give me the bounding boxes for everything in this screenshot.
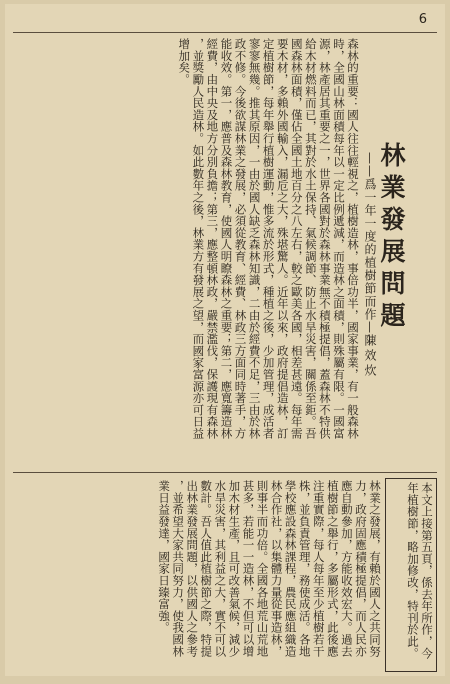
middle-rule [13,472,437,473]
page-number: 6 [418,12,427,27]
lower-text-column: 數計。吾人值此植樹節之際，特提 [199,480,214,657]
lower-text-column: 應自動參加，方能收效宏大。過去 [339,480,354,657]
upper-text-column: 能收效。第一，應普及森林教育，使國人明瞭森林之重要；第二，應寬籌造林 [219,38,234,440]
upper-text-column: ，並獎勵人民造林。如此數年之後，林業方有發展之望，而國家富源亦可日益 [191,38,206,440]
upper-text-column: 定植樹節，每年舉行植樹運動，惟多流於形式，種植之後，少加管理，成活者 [261,38,276,440]
lower-text-column: 加木材生產，且可改善氣候，減少 [227,480,242,657]
upper-text-column: 寥寥無幾。推其原因，一由於國人缺乏森林知識，二由於經費不足，三由於林 [247,38,262,440]
upper-text-column: 給木材燃料而已，其對於水土保持、氣候調節、防止水旱災害，關係至鉅。吾 [303,38,318,440]
upper-text-column: 政不修。今後欲謀林業之發展，必須從教育、經費、林政三方面同時著手，方 [233,38,248,440]
article-author: 陳效炊 [363,334,377,379]
upper-text-block [13,38,359,466]
article-title: 林業發展問題 [377,142,406,334]
lower-text-column: 出林業發展問題，以供國人之參考 [185,480,200,657]
boxed-text-column: 本文上接第五頁，係去年所作，今 [420,482,434,659]
top-rule [13,32,437,33]
upper-text-column: 增加矣。 [177,38,192,86]
lower-text-column: 林合作社，以集體力量從事造林， [269,480,284,657]
article-subtitle: ——爲一年一度的植樹節而作—— [363,152,377,347]
upper-text-column: 森林的重要：國人往往輕視之，植樹造林，事倍功半，國家事業，有一般森林 [346,38,360,440]
boxed-note-text [389,482,433,668]
upper-text-column: 經費，由中央及地方分別負擔；第三，應整頓林政，嚴禁濫伐，保護現有森林 [205,38,220,440]
lower-text-column: 學校應設森林課程，農民應組織造 [283,480,298,657]
lower-text-column: 力，政府固應積極提倡，而人民亦 [353,480,368,657]
lower-text-column: 株，並負責管理，務使成活。各地 [297,480,312,657]
lower-text-column: 則事半而功倍。全國各地荒山荒地 [255,480,270,657]
boxed-text-column: 年植樹節，略加修改，特刊於此。 [405,482,420,659]
upper-text-column: 要木材，多賴外國輸入，漏卮之大，殊堪驚人。近年以來，政府提倡造林，訂 [275,38,290,440]
lower-text-column: ，並希望大家共同努力，使我國林 [171,480,186,657]
lower-text-column: 林業之發展，有賴於國人之共同努 [368,480,382,657]
lower-text-column: 水旱災害，其利益之大，實不可以 [213,480,228,657]
lower-text-block [13,480,381,670]
lower-text-column: 植樹節之舉行，多屬形式，此後應 [325,480,340,657]
lower-text-column: 甚多，若能一一造林，不但可以增 [241,480,256,657]
upper-text-column: 國森林面積，僅佔全國土地百分之八左右，較之歐美各國，相差甚遠。每年需 [289,38,304,440]
upper-text-column: 時，全國山林面積每年以一定比例遞減，而造林之面積，則殊屬有限。一國富 [331,38,346,440]
lower-text-column: 注重實際，每人每年至少植樹若干 [311,480,326,657]
upper-text-column: 源，林產居其重要之一，世界各國對於森林事業無不積極提倡，蓋森林不特供 [317,38,332,440]
boxed-note [385,478,437,672]
document-page [5,4,445,676]
lower-text-column: 業日益發達，國家日臻富強。 [157,480,172,634]
